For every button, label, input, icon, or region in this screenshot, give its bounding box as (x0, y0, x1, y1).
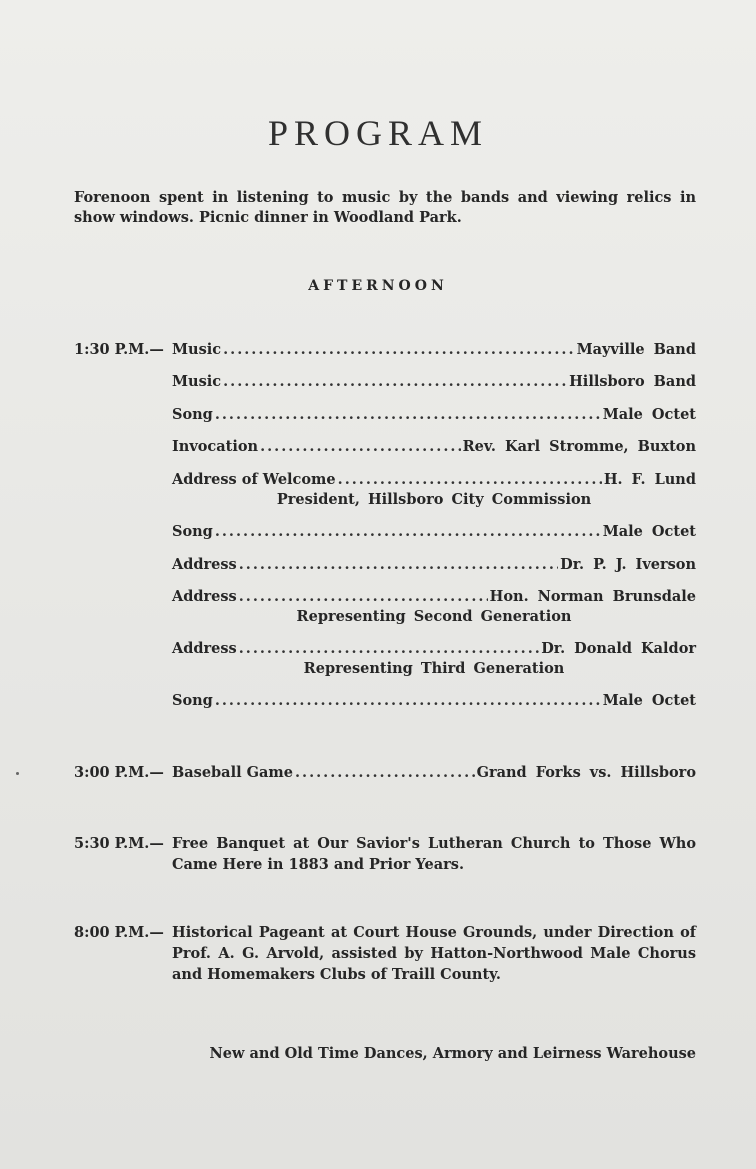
program-row (172, 523, 696, 540)
detail-label: Grand Forks vs. Hillsboro (476, 764, 696, 781)
program-row (172, 438, 696, 455)
program-row (172, 471, 696, 488)
event-label: Address (172, 640, 237, 657)
performer-label: Hillsboro Band (569, 373, 696, 390)
dot-leader (295, 764, 475, 781)
performer-note: Representing Third Generation (303, 660, 565, 677)
event-label: Invocation (172, 438, 259, 455)
event-label: Song (172, 523, 213, 540)
event-label: Song (172, 406, 213, 423)
event-label: Song (172, 692, 213, 709)
program-row (172, 373, 696, 390)
event-label: Address of Welcome (172, 471, 336, 488)
pageant-block (74, 922, 696, 985)
program-row (172, 692, 696, 709)
program-row (172, 556, 696, 573)
performer-label: Mayville Band (576, 341, 696, 358)
performer-note: Representing Second Generation (296, 608, 572, 625)
program-row (172, 588, 696, 605)
dot-leader (239, 588, 488, 605)
afternoon-heading: AFTERNOON (308, 278, 448, 294)
dot-leader (215, 523, 601, 540)
event-label: Music (172, 373, 222, 390)
performer-label: Dr. Donald Kaldor (541, 640, 696, 657)
dot-leader (215, 692, 601, 709)
banquet-block (74, 833, 696, 875)
program-row (172, 640, 696, 657)
dot-leader (239, 640, 539, 657)
performer-label: Male Octet (602, 523, 696, 540)
event-label: Baseball Game (172, 764, 293, 781)
time-label: 3:00 P.M.— (74, 764, 164, 781)
page-title: PROGRAM (267, 113, 489, 153)
banquet-text: Free Banquet at Our Savior's Lutheran Church to Those Who Came Here in 1883 and Prior Years. (172, 835, 696, 873)
performer-label: Male Octet (602, 406, 696, 423)
pageant-text: Historical Pageant at Court House Grounds, under Direction of Prof. A. G. Arvold, assisted by Hatton-Northwood Male Chorus and Homemakers Clubs of Traill County. (172, 924, 696, 983)
dot-leader (223, 341, 574, 358)
time-label: 8:00 P.M.— (74, 924, 164, 941)
dot-leader (239, 556, 558, 573)
performer-label: Hon. Norman Brunsdale (489, 588, 696, 605)
event-label: Music (172, 341, 222, 358)
paper-speck (16, 772, 19, 775)
program-row (172, 406, 696, 423)
performer-label: Dr. P. J. Iverson (560, 556, 696, 573)
dot-leader (260, 438, 461, 455)
baseball-row (74, 764, 696, 781)
intro-paragraph: Forenoon spent in listening to music by the bands and viewing relics in show windows. Picnic dinner in Woodland Park. (74, 189, 696, 226)
performer-label: H. F. Lund (603, 471, 696, 488)
time-label: 1:30 P.M.— (74, 341, 164, 358)
performer-label: Rev. Karl Stromme, Buxton (462, 438, 696, 455)
performer-note: President, Hillsboro City Commission (276, 491, 592, 508)
event-label: Address (172, 588, 237, 605)
program-row (74, 341, 696, 358)
performer-label: Male Octet (602, 692, 696, 709)
dot-leader (338, 471, 602, 488)
event-label: Address (172, 556, 237, 573)
time-label: 5:30 P.M.— (74, 835, 164, 852)
dot-leader (223, 373, 567, 390)
footer-line: New and Old Time Dances, Armory and Leirness Warehouse (209, 1045, 696, 1062)
dot-leader (215, 406, 601, 423)
